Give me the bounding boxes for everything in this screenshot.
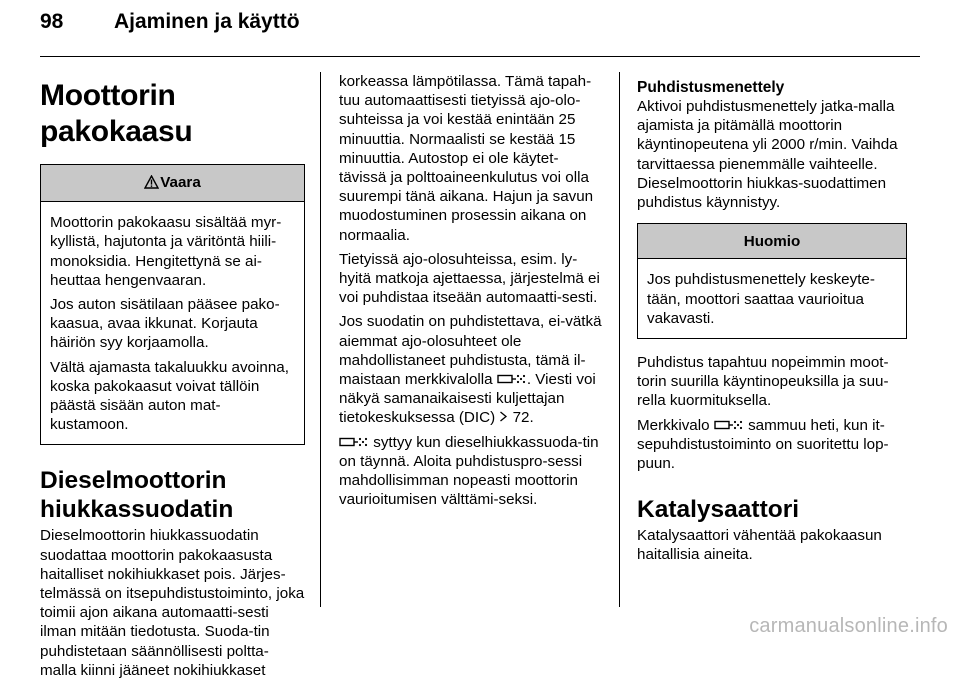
body-text: Jos suodatin on puhdistettava, ei-vätkä aiemmat ajo-olosuhteet ole mahdollistaneet puhdistusta, tämä il-maistaan merkkivalolla <box>339 313 602 389</box>
diesel-particle-filter-icon <box>339 436 369 448</box>
note-paragraph: Jos puhdistusmenettely keskeyte-tään, moottori saattaa vaurioitua vakavasti. <box>647 271 875 327</box>
body-paragraph: korkeassa lämpötilassa. Tämä tapah-tuu automaattisesti tietyissä ajo-olo-suhteissa ja voi kestää enintään 25 minuuttia. Normaalisti se kestää 15 minuuttia. Autostop ei ole käytet-tävissä ja polttoaineenkulutus voi olla suurempi tänä aikana. Hajun ja savun muodostuminen prosessin aikana on normaalia. <box>339 73 594 244</box>
section-title-exhaust: Moottorin pakokaasu <box>40 79 193 148</box>
warning-paragraph: Jos auton sisätilaan pääsee pako-kaasua, avaa ikkunat. Korjauta häiriön syy korjaamolla. <box>50 296 280 352</box>
column-divider-2 <box>619 72 620 607</box>
body-paragraph <box>339 433 605 510</box>
sub-title-cleaning: Puhdistusmenettely <box>637 79 785 96</box>
column-3 <box>637 72 907 565</box>
body-paragraph: Dieselmoottorin hiukkassuodatin suodattaa moottorin pakokaasusta haitalliset nokihiukkaset pois. Järjes-telmässä on itsepuhdistustoiminto, joka toimii ajon aikana automaatti-sesti ilman mitään tiedotusta. Suoda-tin puhdistetaan säännöllisesti poltta-malla kiinni jääneet nokihiukkaset <box>40 527 305 679</box>
running-title: Ajaminen ja käyttö <box>114 10 300 33</box>
page-reference-arrow-icon <box>499 409 512 426</box>
body-paragraph <box>339 312 605 427</box>
body-paragraph: Aktivoi puhdistusmenettely jatka-malla ajamista ja pitämällä moottorin käyntinopeutena yli 2000 r/min. Vaihda tarvittaessa pienemmälle vaihteelle. Dieselmoottorin hiukkas-suodattimen puhdistus käynnistyy. <box>637 98 898 212</box>
body-text: Merkkivalo <box>637 416 710 434</box>
body-text: sammuu heti, kun it-sepuhdistustoiminto on suoritettu lop-puun. <box>637 416 889 473</box>
section-title-particle-filter: Dieselmoottorin hiukkassuodatin <box>40 467 234 524</box>
warning-paragraph: Moottorin pakokaasu sisältää myr-kyllistä, hajutonta ja väritöntä hiili-monoksidia. Hengitettynä se ai-heuttaa hengenvaaran. <box>50 214 282 289</box>
warning-box-body <box>41 202 304 444</box>
warning-paragraph: Vältä ajamasta takaluukku avoinna, koska pakokaasut voivat tällöin päästä sisään auton mat-kustamoon. <box>50 358 289 434</box>
body-text: . Viesti voi näkyä samanaikaisesti kuljettajan tietokeskuksessa (DIC) <box>339 371 596 427</box>
body-paragraph <box>637 416 907 474</box>
warning-triangle-icon <box>144 175 159 194</box>
page-number: 98 <box>40 10 64 33</box>
diesel-particle-filter-icon <box>714 419 744 431</box>
note-box <box>637 223 907 339</box>
warning-box <box>40 164 305 445</box>
body-paragraph: Tietyissä ajo-olosuhteissa, esim. ly-hyitä matkoja ajettaessa, järjestelmä ei voi puhdistaa itseään automaatti-sesti. <box>339 250 600 307</box>
body-paragraph: Katalysaattori vähentää pakokaasun haitallisia aineita. <box>637 527 882 564</box>
body-text: syttyy kun dieselhiukkassuoda-tin on täynnä. Aloita puhdistuspro-sessi mahdollisimman nopeasti moottorin vaurioitumisen välttämi-seksi. <box>339 433 599 509</box>
body-paragraph: Puhdistus tapahtuu nopeimmin moot-torin suurilla käyntinopeuksilla ja suu-rella kuormituksella. <box>637 354 889 410</box>
column-divider-1 <box>320 72 321 607</box>
note-box-body <box>638 259 906 338</box>
page-reference-link[interactable]: 72. <box>512 409 534 427</box>
warning-label: Vaara <box>160 174 201 191</box>
warning-box-header <box>41 165 304 202</box>
column-2 <box>339 72 605 509</box>
section-title-catalytic: Katalysaattori <box>637 496 800 524</box>
watermark: carmanualsonline.info <box>749 615 948 637</box>
header-rule <box>40 56 920 57</box>
diesel-particle-filter-icon <box>497 373 527 385</box>
note-box-header: Huomio <box>638 224 906 259</box>
column-1 <box>40 72 305 680</box>
